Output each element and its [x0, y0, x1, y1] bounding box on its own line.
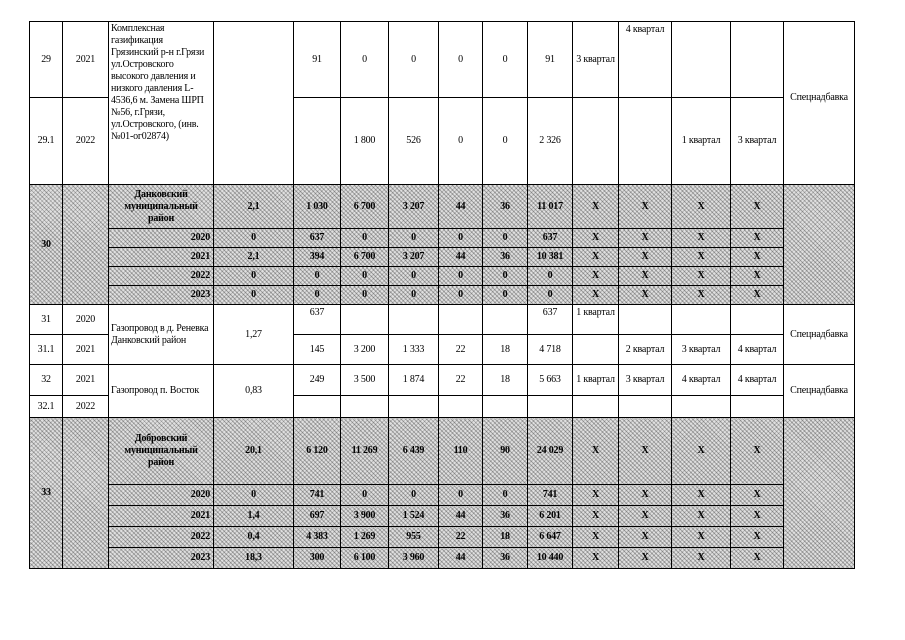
district-total: X: [731, 185, 784, 229]
year-value: X: [619, 267, 672, 286]
row-year: 2021: [63, 365, 109, 396]
row-number: 32: [30, 365, 63, 396]
district-total: 11 017: [528, 185, 573, 229]
year-value: 0: [483, 229, 528, 248]
district-total: 3 207: [389, 185, 439, 229]
year-value: 0: [389, 229, 439, 248]
row-year: 2021: [63, 22, 109, 98]
year-value: X: [731, 229, 784, 248]
total-cell: 4 718: [528, 335, 573, 365]
quarter-cell: 4 квартал: [731, 335, 784, 365]
year-value: 955: [389, 527, 439, 548]
district-row: [30, 418, 855, 485]
year-value: 0: [389, 485, 439, 506]
year-value: 0: [439, 286, 483, 305]
year-value: X: [672, 286, 731, 305]
quarter-cell: 4 квартал: [619, 22, 672, 98]
value-cell: [341, 396, 389, 418]
year-value: 10 440: [528, 548, 573, 569]
year-value: X: [619, 229, 672, 248]
value-cell: [439, 396, 483, 418]
quarter-cell: 1 квартал: [573, 305, 619, 335]
district-year-row: [30, 548, 855, 569]
year-value: 3 900: [341, 506, 389, 527]
quarter-cell: [619, 396, 672, 418]
year-value: 3 207: [389, 248, 439, 267]
quarter-cell: 3 квартал: [731, 98, 784, 185]
year-value: X: [573, 485, 619, 506]
row-number: 31.1: [30, 335, 63, 365]
value-cell: [483, 305, 528, 335]
year-value: 0: [214, 229, 294, 248]
district-total: 110: [439, 418, 483, 485]
year-value: 44: [439, 548, 483, 569]
district-year-row: [30, 527, 855, 548]
year-value: 0: [389, 267, 439, 286]
year-value: 0: [528, 286, 573, 305]
district-total: X: [573, 185, 619, 229]
year-label: 2020: [109, 229, 214, 248]
year-value: 0: [439, 485, 483, 506]
year-value: 1 524: [389, 506, 439, 527]
row-number: 29.1: [30, 98, 63, 185]
year-value: 36: [483, 248, 528, 267]
length-cell: [214, 22, 294, 185]
total-cell: 5 663: [528, 365, 573, 396]
year-value: 0: [389, 286, 439, 305]
year-value: 394: [294, 248, 341, 267]
district-total: 6 700: [341, 185, 389, 229]
row-year: 2022: [63, 396, 109, 418]
year-value: 4 383: [294, 527, 341, 548]
year-value: 0: [214, 286, 294, 305]
year-value: X: [672, 267, 731, 286]
row-number: 29: [30, 22, 63, 98]
row-year: 2020: [63, 305, 109, 335]
year-value: X: [731, 527, 784, 548]
value-cell: [389, 305, 439, 335]
quarter-cell: 4 квартал: [672, 365, 731, 396]
length-cell: 0,83: [214, 365, 294, 418]
value-cell: [483, 396, 528, 418]
note-cell: Спецнадбавка: [784, 305, 855, 365]
object-description: Газопровод в д. Реневка Данковский район: [109, 305, 214, 365]
year-label: 2020: [109, 485, 214, 506]
value-cell: 249: [294, 365, 341, 396]
total-cell: 2 326: [528, 98, 573, 185]
district-year-row: [30, 248, 855, 267]
table-row: [30, 22, 855, 98]
value-cell: 145: [294, 335, 341, 365]
year-value: 697: [294, 506, 341, 527]
table-row: [30, 305, 855, 335]
quarter-cell: 3 квартал: [619, 365, 672, 396]
district-total: 2,1: [214, 185, 294, 229]
quarter-cell: [573, 98, 619, 185]
year-value: X: [672, 485, 731, 506]
quarter-cell: [619, 98, 672, 185]
quarter-cell: 1 квартал: [573, 365, 619, 396]
district-total: 11 269: [341, 418, 389, 485]
year-label: 2023: [109, 286, 214, 305]
quarter-cell: 3 квартал: [573, 22, 619, 98]
year-value: X: [573, 229, 619, 248]
quarter-cell: [731, 396, 784, 418]
year-value: X: [619, 548, 672, 569]
year-value: X: [672, 229, 731, 248]
year-value: 1,4: [214, 506, 294, 527]
value-cell: 1 333: [389, 335, 439, 365]
quarter-cell: [672, 22, 731, 98]
year-value: 36: [483, 506, 528, 527]
year-value: X: [619, 248, 672, 267]
year-value: X: [573, 248, 619, 267]
year-value: X: [573, 548, 619, 569]
value-cell: 18: [483, 335, 528, 365]
object-description: Газопровод п. Восток: [109, 365, 214, 418]
year-value: 44: [439, 506, 483, 527]
district-year-row: [30, 506, 855, 527]
district-total: 36: [483, 185, 528, 229]
quarter-cell: 4 квартал: [731, 365, 784, 396]
quarter-cell: [573, 335, 619, 365]
year-value: 300: [294, 548, 341, 569]
year-value: 0: [341, 286, 389, 305]
value-cell: 526: [389, 98, 439, 185]
district-year-row: [30, 229, 855, 248]
district-total: X: [619, 418, 672, 485]
year-label: 2021: [109, 248, 214, 267]
value-cell: 22: [439, 365, 483, 396]
year-value: 6 700: [341, 248, 389, 267]
district-total: X: [619, 185, 672, 229]
year-value: 18: [483, 527, 528, 548]
value-cell: 91: [294, 22, 341, 98]
district-total: 90: [483, 418, 528, 485]
value-cell: [294, 396, 341, 418]
district-name: Добровский муниципальный район: [109, 418, 214, 485]
value-cell: 22: [439, 335, 483, 365]
total-cell: 637: [528, 305, 573, 335]
quarter-cell: [619, 305, 672, 335]
year-value: 6 647: [528, 527, 573, 548]
year-value: 0: [341, 267, 389, 286]
district-total: 24 029: [528, 418, 573, 485]
investment-table: [29, 21, 855, 569]
year-value: 0: [294, 286, 341, 305]
row-number: 31: [30, 305, 63, 335]
year-value: X: [672, 248, 731, 267]
district-year-row: [30, 267, 855, 286]
value-cell: 18: [483, 365, 528, 396]
quarter-cell: [672, 305, 731, 335]
year-value: 6 201: [528, 506, 573, 527]
value-cell: 3 500: [341, 365, 389, 396]
value-cell: 0: [389, 22, 439, 98]
year-value: 0: [528, 267, 573, 286]
value-cell: 637: [294, 305, 341, 335]
year-value: X: [619, 485, 672, 506]
year-value: 22: [439, 527, 483, 548]
year-value: 637: [294, 229, 341, 248]
value-cell: 0: [341, 22, 389, 98]
note-cell: Спецнадбавка: [784, 365, 855, 418]
quarter-cell: 3 квартал: [672, 335, 731, 365]
quarter-cell: [672, 396, 731, 418]
year-value: 0: [483, 485, 528, 506]
length-cell: 1,27: [214, 305, 294, 365]
district-total: 44: [439, 185, 483, 229]
year-value: 6 100: [341, 548, 389, 569]
year-value: 0: [294, 267, 341, 286]
year-value: 0: [214, 267, 294, 286]
row-number: 33: [30, 418, 63, 569]
year-label: 2021: [109, 506, 214, 527]
year-value: 44: [439, 248, 483, 267]
value-cell: 3 200: [341, 335, 389, 365]
year-value: X: [619, 506, 672, 527]
year-value: X: [619, 527, 672, 548]
year-value: 1 269: [341, 527, 389, 548]
year-value: X: [731, 485, 784, 506]
year-value: X: [672, 506, 731, 527]
district-total: X: [731, 418, 784, 485]
year-label: 2023: [109, 548, 214, 569]
year-value: X: [731, 548, 784, 569]
year-value: X: [573, 267, 619, 286]
year-value: X: [731, 267, 784, 286]
quarter-cell: [573, 396, 619, 418]
year-value: 0: [483, 267, 528, 286]
year-label: 2022: [109, 267, 214, 286]
note-cell: Спецнадбавка: [784, 22, 855, 185]
value-cell: [389, 396, 439, 418]
quarter-cell: 1 квартал: [672, 98, 731, 185]
year-value: 2,1: [214, 248, 294, 267]
district-total: X: [672, 418, 731, 485]
row-year: [63, 185, 109, 305]
year-value: X: [672, 548, 731, 569]
note-cell: [784, 185, 855, 305]
year-value: X: [731, 506, 784, 527]
value-cell: [341, 305, 389, 335]
year-value: 741: [528, 485, 573, 506]
year-value: X: [573, 286, 619, 305]
year-value: X: [731, 286, 784, 305]
year-value: X: [573, 527, 619, 548]
object-description: Комплексная газификация Грязинский р-н г.Грязи ул.Островского высокого давления и низкого давления L-4536,6 м. Замена ШРП №56, г.Грязи, ул.Островского, (инв. №01-ог02874): [109, 22, 214, 185]
quarter-cell: 2 квартал: [619, 335, 672, 365]
year-value: 0: [341, 229, 389, 248]
row-year: 2022: [63, 98, 109, 185]
row-number: 32.1: [30, 396, 63, 418]
district-total: 1 030: [294, 185, 341, 229]
row-number: 30: [30, 185, 63, 305]
value-cell: 0: [483, 98, 528, 185]
year-value: 0,4: [214, 527, 294, 548]
row-year: [63, 418, 109, 569]
table-row: [30, 365, 855, 396]
row-year: 2021: [63, 335, 109, 365]
year-label: 2022: [109, 527, 214, 548]
district-total: X: [672, 185, 731, 229]
value-cell: [439, 305, 483, 335]
district-total: 6 120: [294, 418, 341, 485]
year-value: 0: [214, 485, 294, 506]
year-value: X: [731, 248, 784, 267]
district-year-row: [30, 286, 855, 305]
value-cell: 1 874: [389, 365, 439, 396]
value-cell: [294, 98, 341, 185]
year-value: 0: [483, 286, 528, 305]
quarter-cell: [731, 305, 784, 335]
district-name: Данковский муниципальный район: [109, 185, 214, 229]
year-value: 0: [439, 229, 483, 248]
value-cell: 0: [483, 22, 528, 98]
value-cell: 1 800: [341, 98, 389, 185]
year-value: 36: [483, 548, 528, 569]
district-total: 20,1: [214, 418, 294, 485]
district-total: 6 439: [389, 418, 439, 485]
year-value: X: [672, 527, 731, 548]
total-cell: [528, 396, 573, 418]
total-cell: 91: [528, 22, 573, 98]
value-cell: 0: [439, 22, 483, 98]
year-value: X: [573, 506, 619, 527]
year-value: 741: [294, 485, 341, 506]
quarter-cell: [731, 22, 784, 98]
year-value: 0: [341, 485, 389, 506]
year-value: 0: [439, 267, 483, 286]
year-value: 3 960: [389, 548, 439, 569]
year-value: 18,3: [214, 548, 294, 569]
district-row: [30, 185, 855, 229]
year-value: X: [619, 286, 672, 305]
district-total: X: [573, 418, 619, 485]
year-value: 637: [528, 229, 573, 248]
value-cell: 0: [439, 98, 483, 185]
note-cell: [784, 418, 855, 569]
district-year-row: [30, 485, 855, 506]
year-value: 10 381: [528, 248, 573, 267]
